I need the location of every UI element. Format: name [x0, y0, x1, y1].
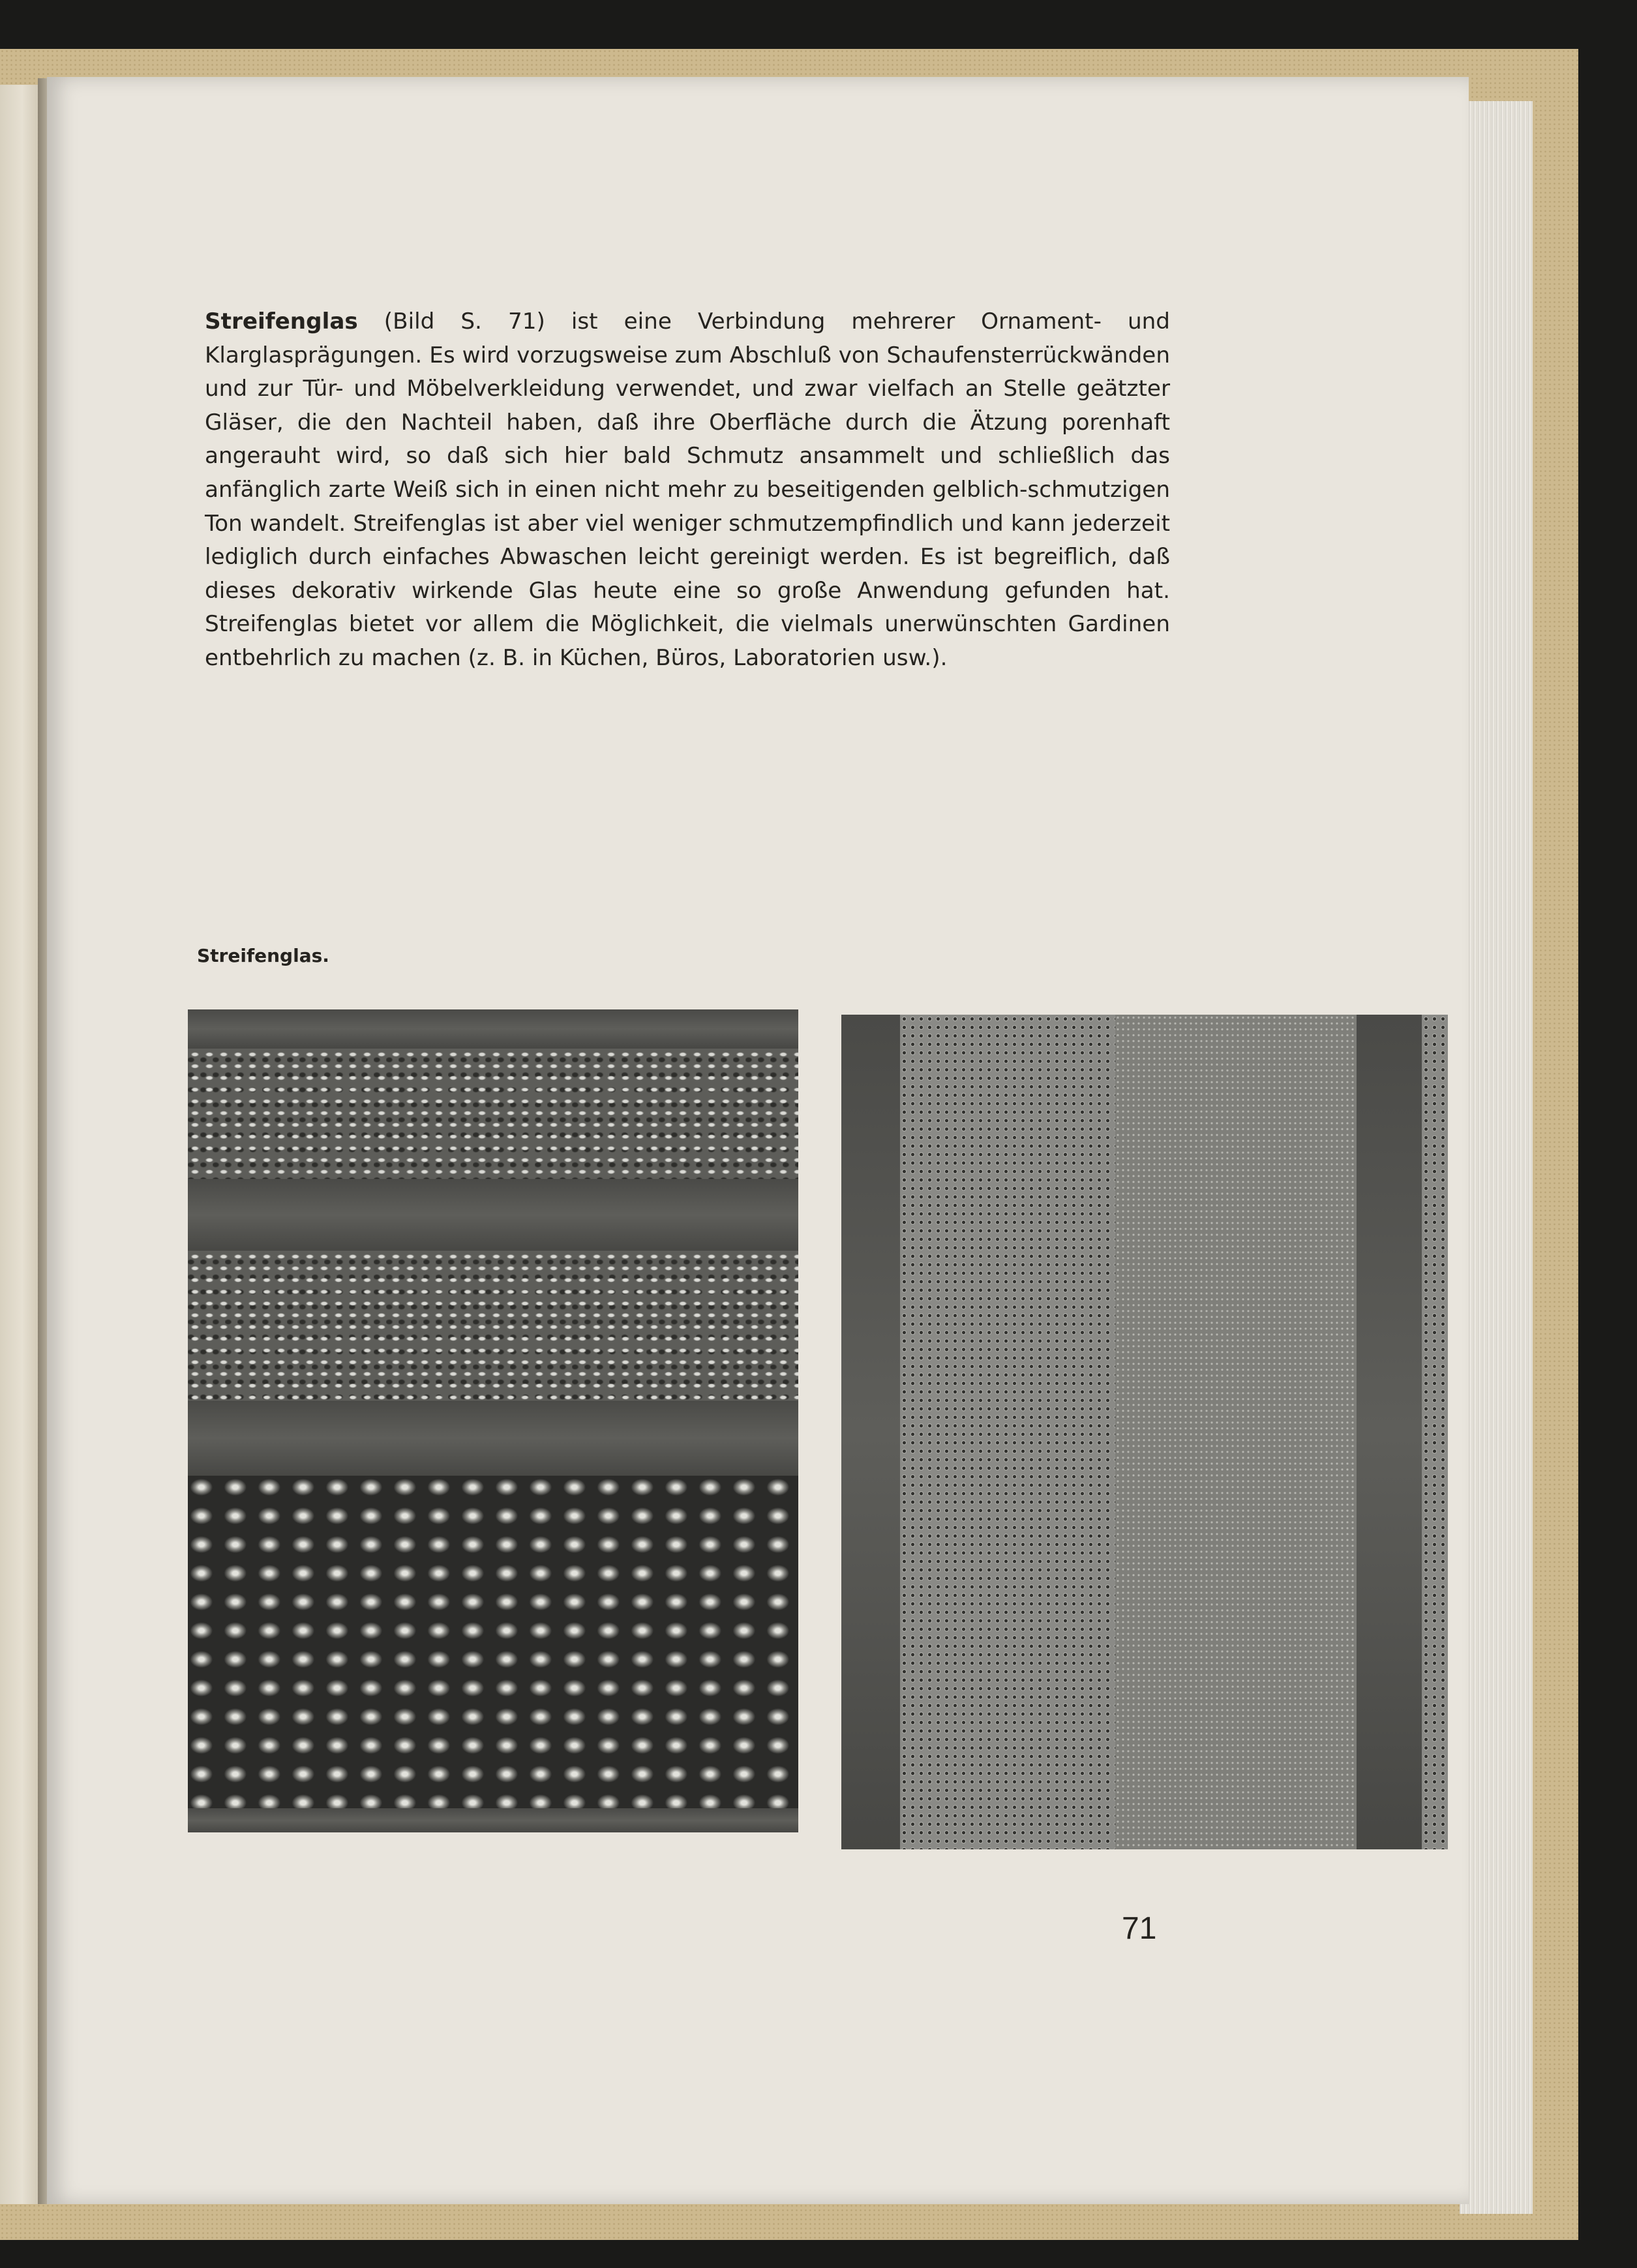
photo-plain-strip — [188, 1401, 798, 1476]
photo-streifenglas-horizontal — [188, 1009, 798, 1832]
photo-dotted-column — [900, 1015, 1115, 1849]
photo-textured-strip — [188, 1251, 798, 1401]
photo-plain-strip — [188, 1808, 798, 1832]
body-paragraph — [205, 305, 1170, 676]
page-edges — [1460, 101, 1533, 2214]
photo-hammered-strip — [188, 1476, 798, 1808]
photo-dotted-column — [1422, 1015, 1448, 1849]
photo-textured-strip — [188, 1049, 798, 1179]
left-page-edge — [0, 85, 40, 2204]
photo-fine-texture-column — [1115, 1015, 1357, 1849]
photo-streifenglas-vertical — [841, 1015, 1448, 1849]
paragraph-lead-term: Streifenglas — [205, 308, 358, 335]
photo-plain-strip — [188, 1009, 798, 1049]
photo-plain-column — [841, 1015, 900, 1849]
paragraph-text: (Bild S. 71) ist eine Verbindung mehrerer Ornament- und Klarglasprägungen. Es wird vorzugsweise zum Abschluß von Schaufensterrückwänden und zur Tür- und Möbelverkleidung verwendet, und zwar vielfach an Stelle geätzter Gläser, die den Nachteil haben, daß ihre Oberfläche durch die Ätzung porenhaft angerauht wird, so daß sich hier bald Schmutz ansammelt und schließlich das anfänglich zarte Weiß sich in einen nicht mehr zu beseitigenden gelblich-schmutzigen Ton wandelt. Streifenglas ist aber viel weniger schmutzempfindlich und kann jederzeit lediglich durch einfaches Abwaschen leicht gereinigt werden. Es ist begreiflich, daß dieses dekorativ wirkende Glas heute eine so große Anwendung gefunden hat. Streifenglas bietet vor allem die Möglichkeit, die vielmals unerwünschten Gardinen entbehrlich zu machen (z. B. in Küchen, Büros, Laboratorien usw.). — [205, 308, 1170, 671]
photo-plain-column — [1357, 1015, 1422, 1849]
figure-caption: Streifenglas. — [197, 945, 329, 966]
page-number: 71 — [1122, 1911, 1157, 1946]
photo-plain-strip — [188, 1179, 798, 1251]
